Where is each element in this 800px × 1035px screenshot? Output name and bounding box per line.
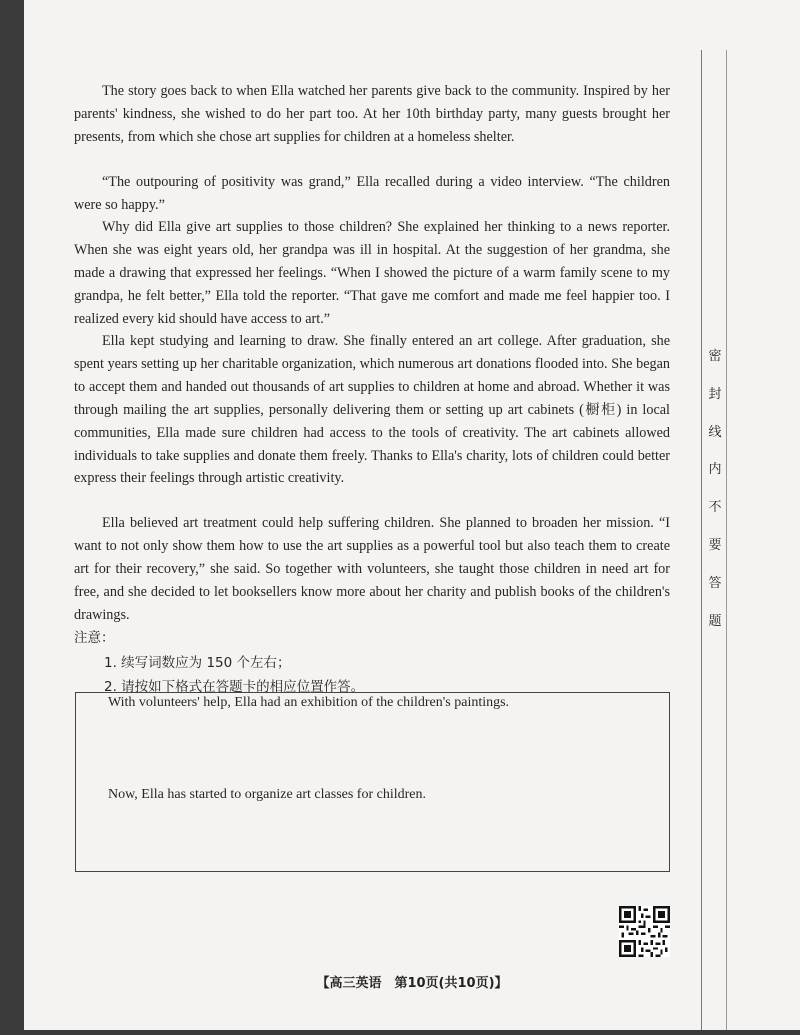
seal-char: 答 (708, 575, 722, 591)
seal-char: 封 (708, 386, 722, 402)
passage-paragraph-4: Ella kept studying and learning to draw. She finally entered an art college. After graduation, she spent years setting up her charitable organization, which numerous art donations flooded into. She began to accept them and handed out thousands of art supplies to children at home and abroad. Whether it was through mailing the art supplies, personally delivering them or setting up art cabinets (橱柜) in local communities, Ella made sure children had access to the tools of creativity. The art cabinets allowed individuals to take supplies and donate them freely. Thanks to Ella's charity, lots of children could better express their feelings through artistic creativity. (74, 333, 670, 487)
seal-char: 不 (708, 500, 722, 516)
answer-box-opening-line-1: With volunteers' help, Ella had an exhibition of the children's paintings. (108, 695, 510, 710)
note-item-1: 1. 续写词数应为 150 个左右； (104, 655, 291, 671)
qr-code-icon (619, 906, 670, 957)
page-footer (24, 972, 800, 992)
notes-title: 注意： (74, 630, 115, 646)
seal-char: 线 (708, 424, 722, 440)
seal-char: 题 (708, 613, 722, 629)
passage-paragraph-5: Ella believed art treatment could help suffering children. She planned to broaden her mission. “I want to not only show them how to use the art supplies as a powerful tool but also teach them to create art for their recovery,” she said. So together with volunteers, she taught those children in need art for free, and she decided to let booksellers know more about her charity and publish books of the children's drawings. (74, 515, 670, 623)
answer-box (75, 692, 670, 872)
passage-paragraph-3: Why did Ella give art supplies to those children? She explained her thinking to a news reporter. When she was eight years old, her grandpa was ill in hospital. At the suggestion of her grandma, she made a drawing that expressed her feelings. “When I showed the picture of a warm family scene to my grandpa, he felt better,” Ella told the reporter. “That gave me comfort and made me feel happier too. I realized every kid should have access to art.” (74, 219, 670, 327)
binding-line-right (726, 50, 727, 1030)
answer-box-opening-line-2: Now, Ella has started to organize art classes for children. (108, 787, 427, 802)
passage-paragraph-2: “The outpouring of positivity was grand,” Ella recalled during a video interview. “The children were so happy.” (74, 174, 670, 213)
seal-char: 内 (708, 462, 722, 478)
seal-char: 密 (708, 349, 722, 364)
exam-page (24, 0, 800, 1030)
footer-text: 【高三英语 第10页(共10页)】 (316, 976, 508, 991)
passage-paragraph-1: The story goes back to when Ella watched her parents give back to the community. Inspired by her parents' kindness, she wished to do her part too. At her 10th birthday party, many guests brought her presents, from which she chose art supplies for children at a homeless shelter. (74, 83, 670, 145)
binding-line-left (701, 50, 702, 1030)
note-item-2: 2. 请按如下格式在答题卡的相应位置作答。 (104, 679, 365, 695)
seal-char: 要 (708, 537, 722, 553)
seal-line-label (705, 345, 725, 647)
